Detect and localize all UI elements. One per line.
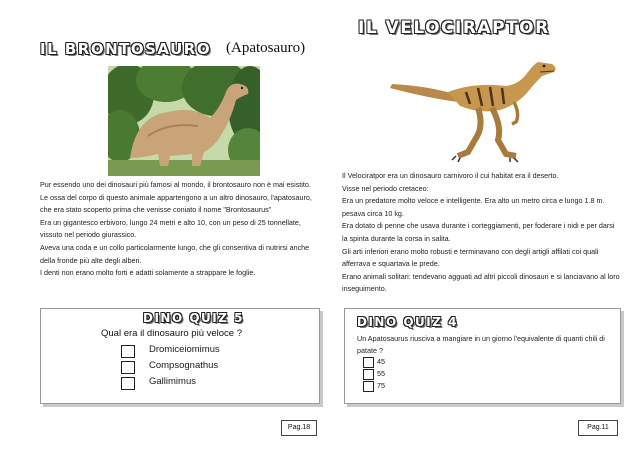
checkbox[interactable] (363, 369, 374, 380)
brontosaurus-title: IL BRONTOSAURO (40, 40, 212, 58)
quiz-4-option-label: 55 (377, 369, 385, 378)
dino-quiz-5-title: DINO QUIZ 5 (143, 311, 244, 325)
quiz-5-option-label: Compsognathus (149, 360, 219, 371)
quiz-4-option-label: 75 (377, 381, 385, 390)
brontosaurus-paragraph: Era un gigantesco erbivoro, lungo 24 metri e alto 10, con un peso di 25 tonnellate, vissuto nel periodo giurassico. (40, 217, 301, 240)
velociraptor-paragraph: Gli arti inferiori erano molto robusti e terminavano con degli artigli affilati coi quali afferrava e squartava le prede. (342, 246, 599, 269)
checkbox[interactable] (121, 377, 135, 390)
brontosaurus-subtitle: (Apatosauro) (226, 40, 306, 56)
velociraptor-paragraph: Erano animali solitari: tendevano agguati ad altri piccoli dinosauri e si lanciavano al loro inseguimento. (342, 271, 620, 294)
page-number-right: Pag.11 (578, 420, 618, 436)
checkbox[interactable] (363, 357, 374, 368)
checkbox[interactable] (121, 361, 135, 374)
quiz-4-option-label: 45 (377, 357, 385, 366)
velociraptor-text (342, 170, 620, 296)
velociraptor-title: IL VELOCIRAPTOR (358, 18, 550, 38)
checkbox[interactable] (363, 381, 374, 392)
dino-quiz-4-title: DINO QUIZ 4 (357, 315, 458, 329)
checkbox[interactable] (121, 345, 135, 358)
velociraptor-paragraph: Era dotato di penne che usava durante i corteggiamenti, per foderare i nidi e per darsi la spinta durante la corsa in salita. (342, 221, 615, 243)
quiz-5-option-label: Gallimimus (149, 376, 196, 387)
page-number-left: Pag.18 (281, 420, 317, 436)
velociraptor-paragraph: Visse nel periodo cretaceo: (342, 183, 429, 193)
quiz-4-question: Un Apatosaurus riusciva a mangiare in un giorno l'equivalente di quanti chili di patate ? (357, 334, 605, 355)
brontosaurus-paragraph: Aveva una coda e un collo particolarmente lungo, che gli consentiva di nutrirsi anche della fronde più alte degli alberi. (40, 242, 310, 265)
velociraptor-paragraph: Era un predatore molto veloce e intelligente. Era alto un metro circa e lungo 1.8 m. pesava circa 10 kg. (342, 196, 605, 218)
quiz-5-option-label: Dromiceiomimus (149, 344, 220, 355)
brontosaurus-paragraph: Pur essendo uno dei dinosauri più famosi al mondo, il brontosauro non è mai esistito. Le ossa del corpo di questo animale appartengono a un altro dinosauro, l'apatosauro, che era stato scoperto prima che venisse coniato il nome "Brontosaurus" (40, 180, 312, 215)
quiz-5-question: Qual era il dinosauro più veloce ? (101, 328, 243, 339)
brontosaurus-paragraph: I denti non erano molto forti e adatti solamente a strappare le foglie. (40, 268, 256, 278)
dino-quiz-4-box (344, 308, 621, 404)
velociraptor-paragraph: Il Velociratpor era un dinosauro carnivoro il cui habitat era il deserto. (342, 171, 559, 180)
velociraptor-illustration (388, 42, 560, 164)
brontosaurus-illustration (108, 66, 260, 176)
brontosaurus-text (40, 179, 320, 280)
dino-quiz-5-box (40, 308, 320, 404)
